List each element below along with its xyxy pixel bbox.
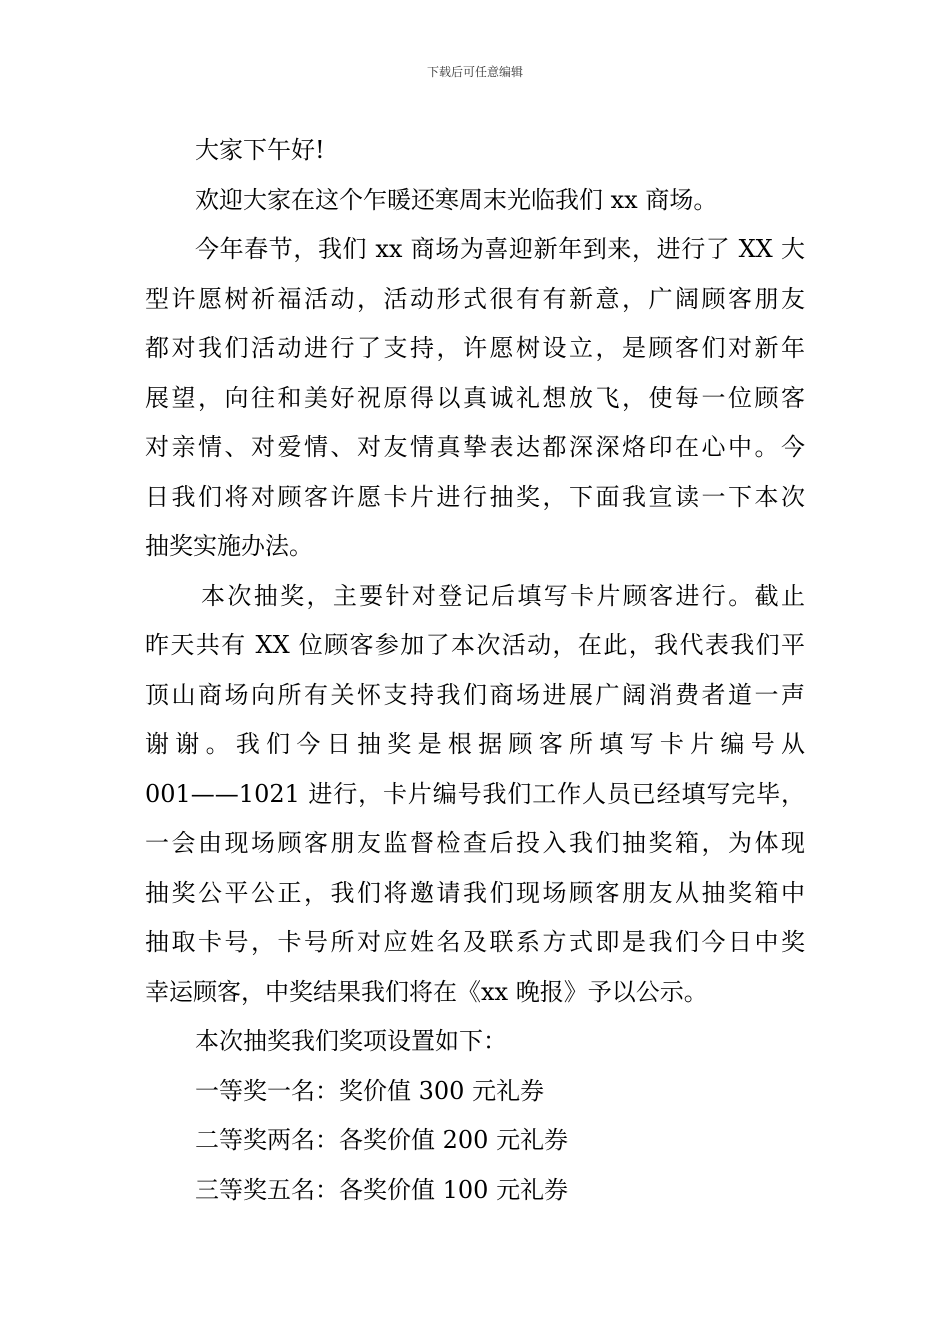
paragraph-lottery-rules (145, 572, 805, 1018)
text-line: 型许愿树祈福活动，活动形式很有有新意，广阔顾客朋友 (145, 284, 805, 313)
paragraph-spring-festival (145, 225, 805, 572)
document-body (145, 126, 805, 1215)
text-line: 顶山商场向所有关怀支持我们商场进展广阔消费者道一声 (145, 680, 805, 709)
text-line: 昨天共有 XX 位顾客参加了本次活动，在此，我代表我们平 (145, 631, 805, 659)
text-line: 本次抽奖，主要针对登记后填写卡片顾客进行。截止 (201, 581, 805, 610)
text-line: 一会由现场顾客朋友监督检查后投入我们抽奖箱，为体现 (145, 829, 805, 857)
text-line: 幸运顾客，中奖结果我们将在《xx 晚报》予以公示。 (145, 977, 708, 1006)
text-line: 今年春节，我们 xx 商场为喜迎新年到来，进行了 XX 大 (195, 235, 805, 263)
text-line: 抽奖公平公正，我们将邀请我们现场顾客朋友从抽奖箱中 (145, 878, 805, 907)
text-line: 抽取卡号，卡号所对应姓名及联系方式即是我们今日中奖 (145, 928, 805, 956)
page-header: 下载后可任意编辑 (426, 65, 523, 79)
text-line: 谢谢。我们今日抽奖是根据顾客所填写卡片编号从 (145, 730, 805, 758)
welcome-paragraph: 欢迎大家在这个乍暖还寒周末光临我们 xx 商场。 (195, 185, 718, 214)
greeting: 大家下午好! (195, 136, 325, 164)
text-line: 抽奖实施办法。 (145, 532, 313, 560)
text-line: 对亲情、对爱情、对友情真挚表达都深深烙印在心中。今 (145, 433, 805, 461)
text-line: 日我们将对顾客许愿卡片进行抽奖，下面我宣读一下本次 (145, 482, 805, 511)
prize-second: 二等奖两名：各奖价值 200 元礼券 (195, 1126, 569, 1154)
text-line: 001——1021 进行，卡片编号我们工作人员已经填写完毕， (145, 779, 805, 808)
prize-third: 三等奖五名：各奖价值 100 元礼券 (195, 1175, 569, 1204)
prize-intro: 本次抽奖我们奖项设置如下： (195, 1027, 507, 1055)
prize-first: 一等奖一名：奖价值 300 元礼券 (195, 1076, 545, 1105)
text-line: 都对我们活动进行了支持，许愿树设立，是顾客们对新年 (145, 334, 805, 362)
text-line: 展望，向往和美好祝原得以真诚礼想放飞，使每一位顾客 (145, 383, 805, 412)
